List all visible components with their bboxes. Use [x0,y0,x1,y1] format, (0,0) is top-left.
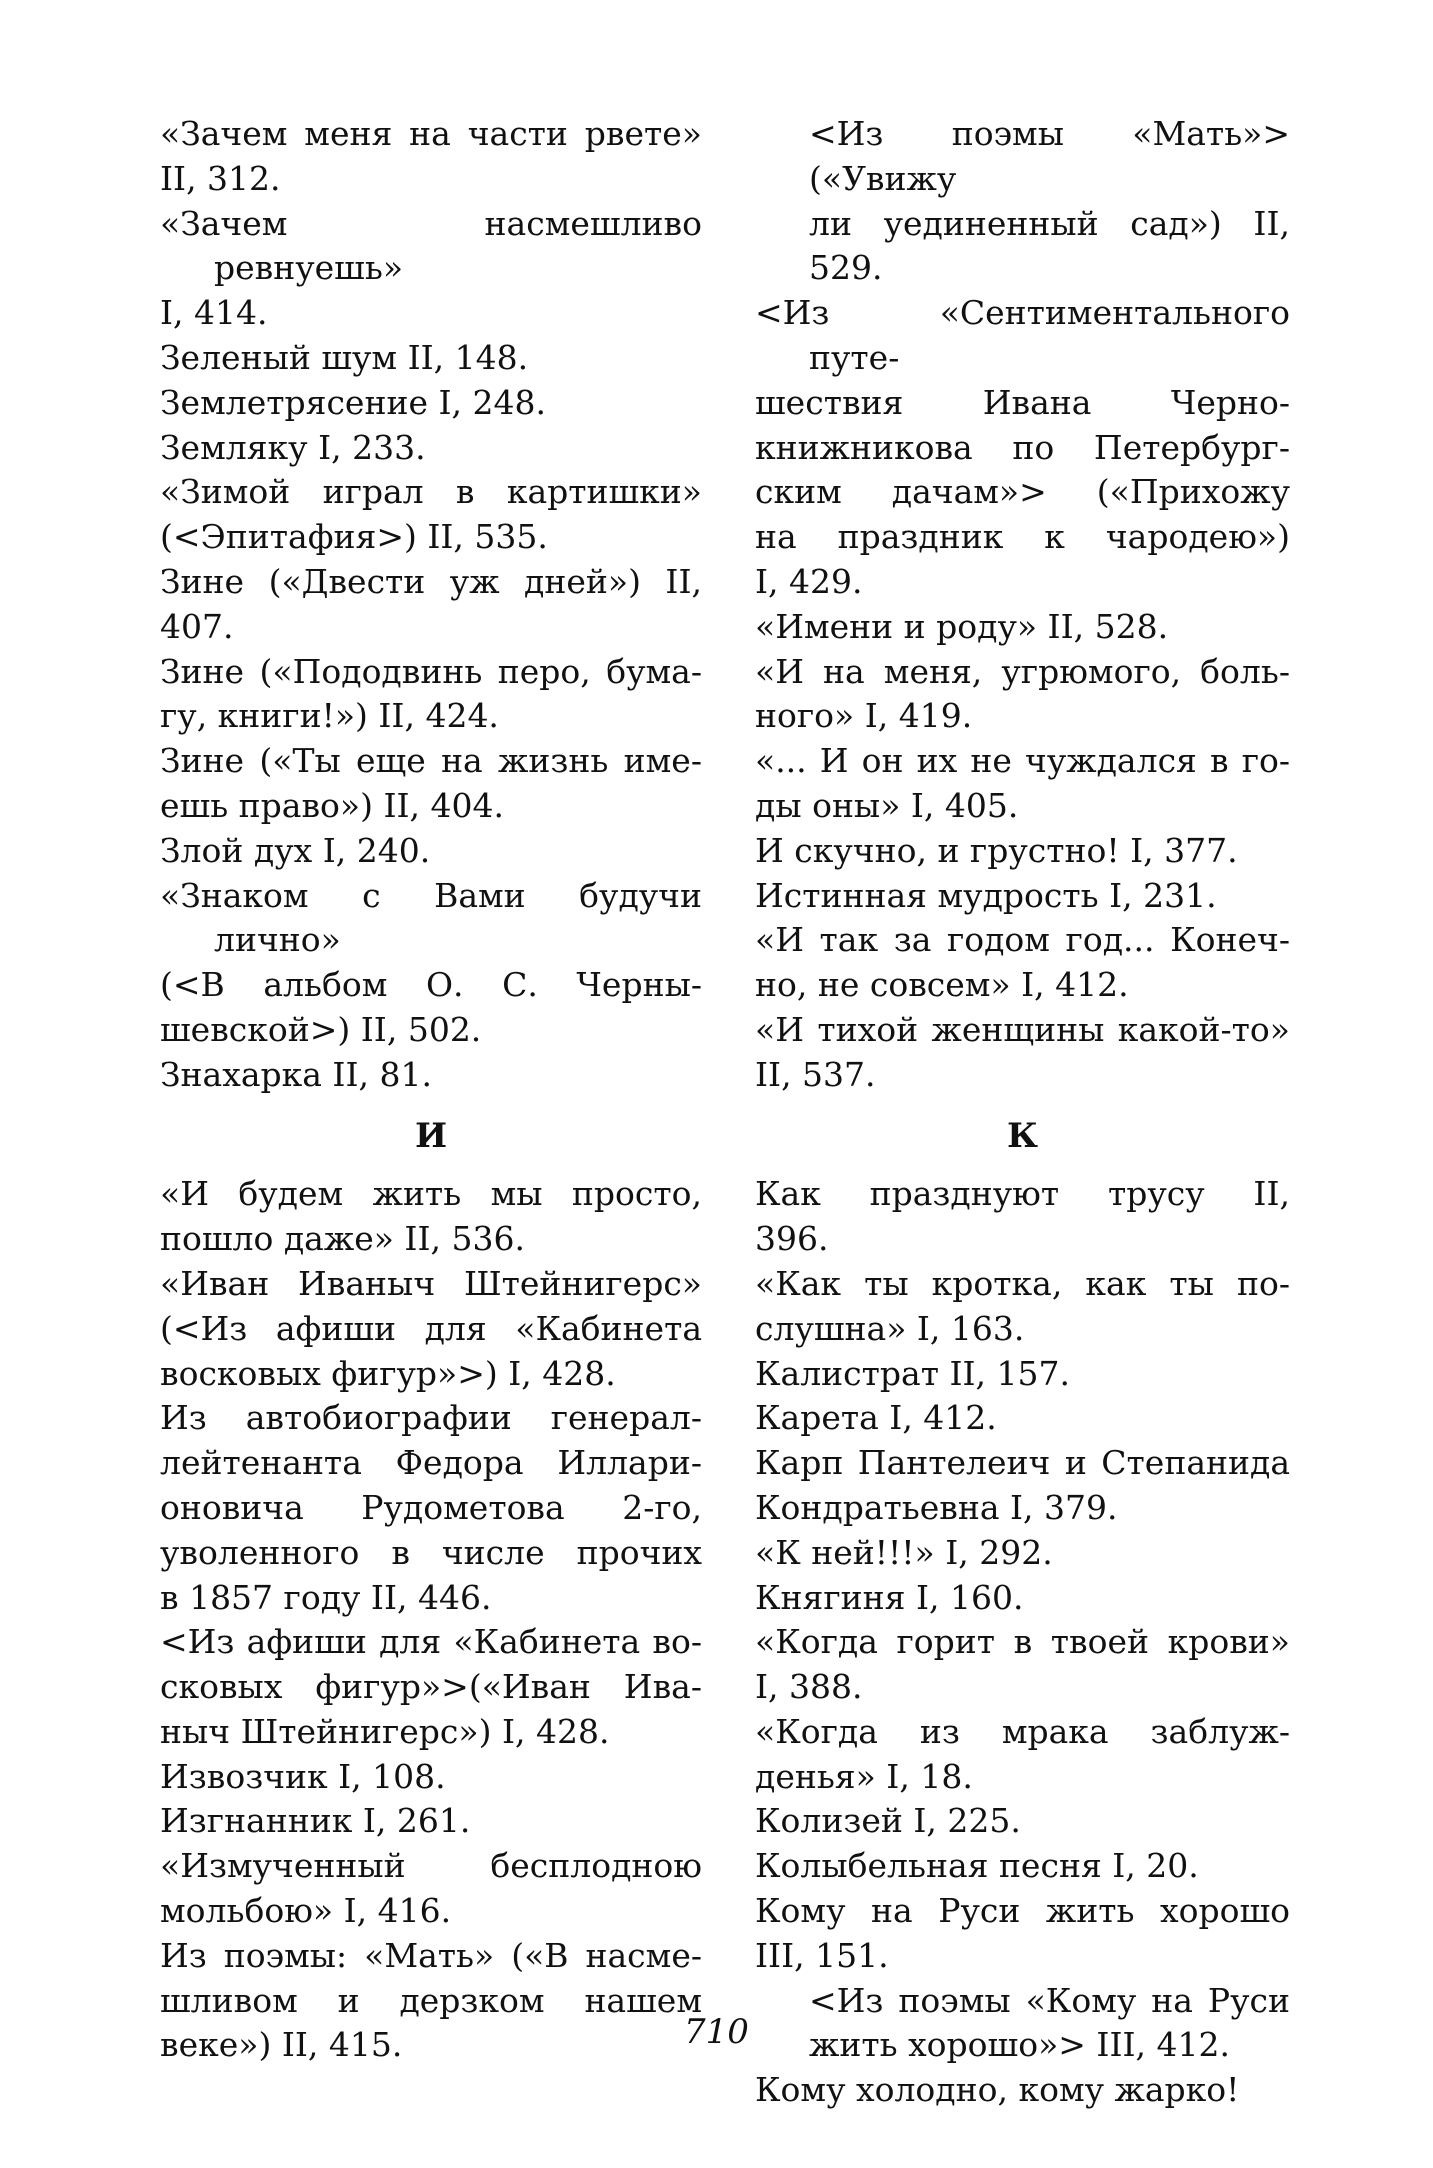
entry-line: И скучно, и грустно! I, 377. [755,830,1238,870]
index-entry [755,1352,1290,1397]
index-entry [755,1799,1290,1844]
entry-line: Из поэмы: «Мать» («В насме- [160,1935,702,1975]
entry-line: Знахарка II, 81. [160,1054,432,1094]
entry-line: <Из «Сентиментального путе- [755,293,1290,377]
entries-z [160,112,702,1098]
entry-line: Кому на Руси жить хорошо [755,1891,1290,1931]
index-entry [160,560,702,650]
entry-line: (<Из афиши для «Кабинета [160,1308,702,1348]
entry-line: «К ней!!!» I, 292. [755,1532,1053,1572]
index-entry [755,605,1290,650]
index-entry [160,202,702,336]
index-entry [160,112,702,202]
entry-line: ли уединенный сад») II, 529. [809,203,1290,288]
entry-line: шевской>) II, 502. [160,1009,482,1049]
entry-line: шествия Ивана Черно- [755,382,1290,422]
entry-line: ного» I, 419. [755,696,973,736]
index-entry [755,1844,1290,1889]
entry-line: Карета I, 412. [755,1398,997,1438]
entry-line: «Зимой играл в картишки» [160,472,702,512]
entry-line: «И так за годом год... Конеч- [755,920,1290,960]
page-number: 710 [684,2012,749,2052]
entry-line: пошло даже» II, 536. [160,1219,525,1259]
entry-line: I, 429. [755,561,863,601]
index-entry [160,1755,702,1800]
entry-line: Зине («Ты еще на жизнь име- [160,741,702,781]
entry-line: Злой дух I, 240. [160,830,431,870]
entry-line: веке») II, 415. [160,2025,403,2065]
entry-line: но, не совсем» I, 412. [755,965,1129,1005]
index-entry [160,426,702,471]
entry-line: Землетрясение I, 248. [160,382,546,422]
entry-line: «Когда из мрака заблуж- [755,1711,1290,1751]
index-entry [160,381,702,426]
entries-i-continued [755,112,1290,1098]
entry-line: Земляку I, 233. [160,427,426,467]
index-entry [755,1008,1290,1098]
index-entry [755,2068,1290,2113]
entry-line: (<В альбом О. С. Черны- [160,965,702,1005]
left-column [160,112,702,2068]
entry-line: Колизей I, 225. [755,1801,1021,1841]
section-letter-i: И [414,1115,448,1156]
index-entry [160,1053,702,1098]
entry-line: Как празднуют трусу II, [755,1174,1290,1214]
entry-line: II, 537. [755,1054,876,1094]
entry-line: «... И он их не чуждался в го- [755,741,1290,781]
entry-line: Карп Пантелеич и Степанида [755,1443,1290,1483]
entry-line: II, 312. [160,158,281,198]
entry-line: <Из поэмы «Кому на Руси [809,1980,1290,2020]
index-entry [755,291,1290,605]
index-entry [755,1576,1290,1621]
entry-line: Зине («Пододвинь перо, бума- [160,651,702,691]
entry-line: Изгнанник I, 261. [160,1801,471,1841]
index-entry [755,1620,1290,1710]
index-entry [160,874,702,1053]
entry-line: «И тихой женщины какой-то» [755,1009,1290,1049]
entry-line: лейтенанта Федора Иллари- [160,1443,702,1483]
entry-line: «Знаком с Вами будучи лично» [160,875,702,960]
index-entry [755,874,1290,919]
index-entry [160,1620,702,1754]
entry-line: мольбою» I, 416. [160,1891,452,1931]
entries-k [755,1172,1290,2113]
entry-line: «И будем жить мы просто, [160,1174,702,1214]
entry-line: «Зачем меня на части рвете» [160,114,702,153]
entry-line: «Как ты кротка, как ты по- [755,1263,1290,1303]
index-entry [160,1799,702,1844]
index-entry [755,1396,1290,1441]
index-entry [160,470,702,560]
entry-line: сковых фигур»>(«Иван Ива- [160,1667,702,1707]
entry-line: Извозчик I, 108. [160,1756,446,1796]
index-entry [160,650,702,740]
entry-line: «Иван Иваныч Штейнигерс» [160,1263,702,1303]
entry-line: в 1857 году II, 446. [160,1577,492,1617]
entry-line: уволенного в числе прочих [160,1532,702,1572]
entry-line: гу, книги!») II, 424. [160,696,499,736]
entry-line: Княгиня I, 160. [755,1577,1024,1617]
index-entry [755,918,1290,1008]
entry-line: книжникова по Петербург- [755,427,1290,467]
entry-line: денья» I, 18. [755,1756,973,1796]
entry-line: 407. [160,606,234,646]
entry-line: ды оны» I, 405. [755,785,1019,825]
entry-line: восковых фигур»>) I, 428. [160,1353,616,1393]
entry-line: Колыбельная песня I, 20. [755,1846,1199,1886]
entry-line: «И на меня, угрюмого, боль- [755,651,1290,691]
index-entry [755,739,1290,829]
entry-line: Зине («Двести уж дней») II, [160,561,702,601]
index-entry [755,829,1290,874]
entry-line: 396. [755,1219,829,1259]
index-entry [160,1172,702,1262]
index-entry [160,1844,702,1934]
index-entry [160,829,702,874]
index-entry [160,1396,702,1620]
entry-line: жить хорошо»> III, 412. [809,2025,1230,2065]
entry-line: <Из афиши для «Кабинета во- [160,1622,702,1662]
index-entry [755,112,1290,291]
entry-line: «Когда горит в твоей крови» [755,1622,1290,1662]
right-column [755,112,1290,2113]
entry-line: Из автобиографии генерал- [160,1398,702,1438]
entry-line: I, 414. [160,293,268,333]
entry-line: оновича Рудометова 2-го, [160,1487,702,1527]
index-entry [755,1262,1290,1352]
index-entry [160,336,702,381]
entry-line: I, 388. [755,1667,863,1707]
entry-line: «Зачем насмешливо ревнуешь» [160,203,702,288]
index-entry [160,739,702,829]
entry-line: (<Эпитафия>) II, 535. [160,517,548,557]
entry-line: «Имени и роду» II, 528. [755,606,1169,646]
entry-line: Кондратьевна I, 379. [755,1487,1118,1527]
entry-line: ныч Штейнигерс») I, 428. [160,1711,610,1751]
entry-line: ешь право») II, 404. [160,785,504,825]
entry-line: слушна» I, 163. [755,1308,1025,1348]
index-entry [755,1441,1290,1531]
index-entry [755,650,1290,740]
index-entry [160,1262,702,1396]
entry-line: III, 151. [755,1935,889,1975]
entry-line: Зеленый шум II, 148. [160,337,529,377]
entry-line: Кому холодно, кому жарко! [755,2070,1240,2110]
entry-line: «Измученный бесплодною [160,1846,702,1886]
section-letter-k: К [1007,1115,1038,1156]
entry-line: шливом и дерзком нашем [160,1980,702,2020]
entries-i [160,1172,702,2068]
index-entry [755,1889,1290,1979]
entry-line: Калистрат II, 157. [755,1353,1070,1393]
entry-line: ским дачам»> («Прихожу [755,472,1290,512]
index-entry [755,1531,1290,1576]
entry-line: Истинная мудрость I, 231. [755,875,1217,915]
index-entry [755,1710,1290,1800]
index-entry [755,1172,1290,1262]
entry-line: <Из поэмы «Мать»> («Увижу [809,114,1290,198]
entry-line: на праздник к чародею») [755,517,1290,557]
